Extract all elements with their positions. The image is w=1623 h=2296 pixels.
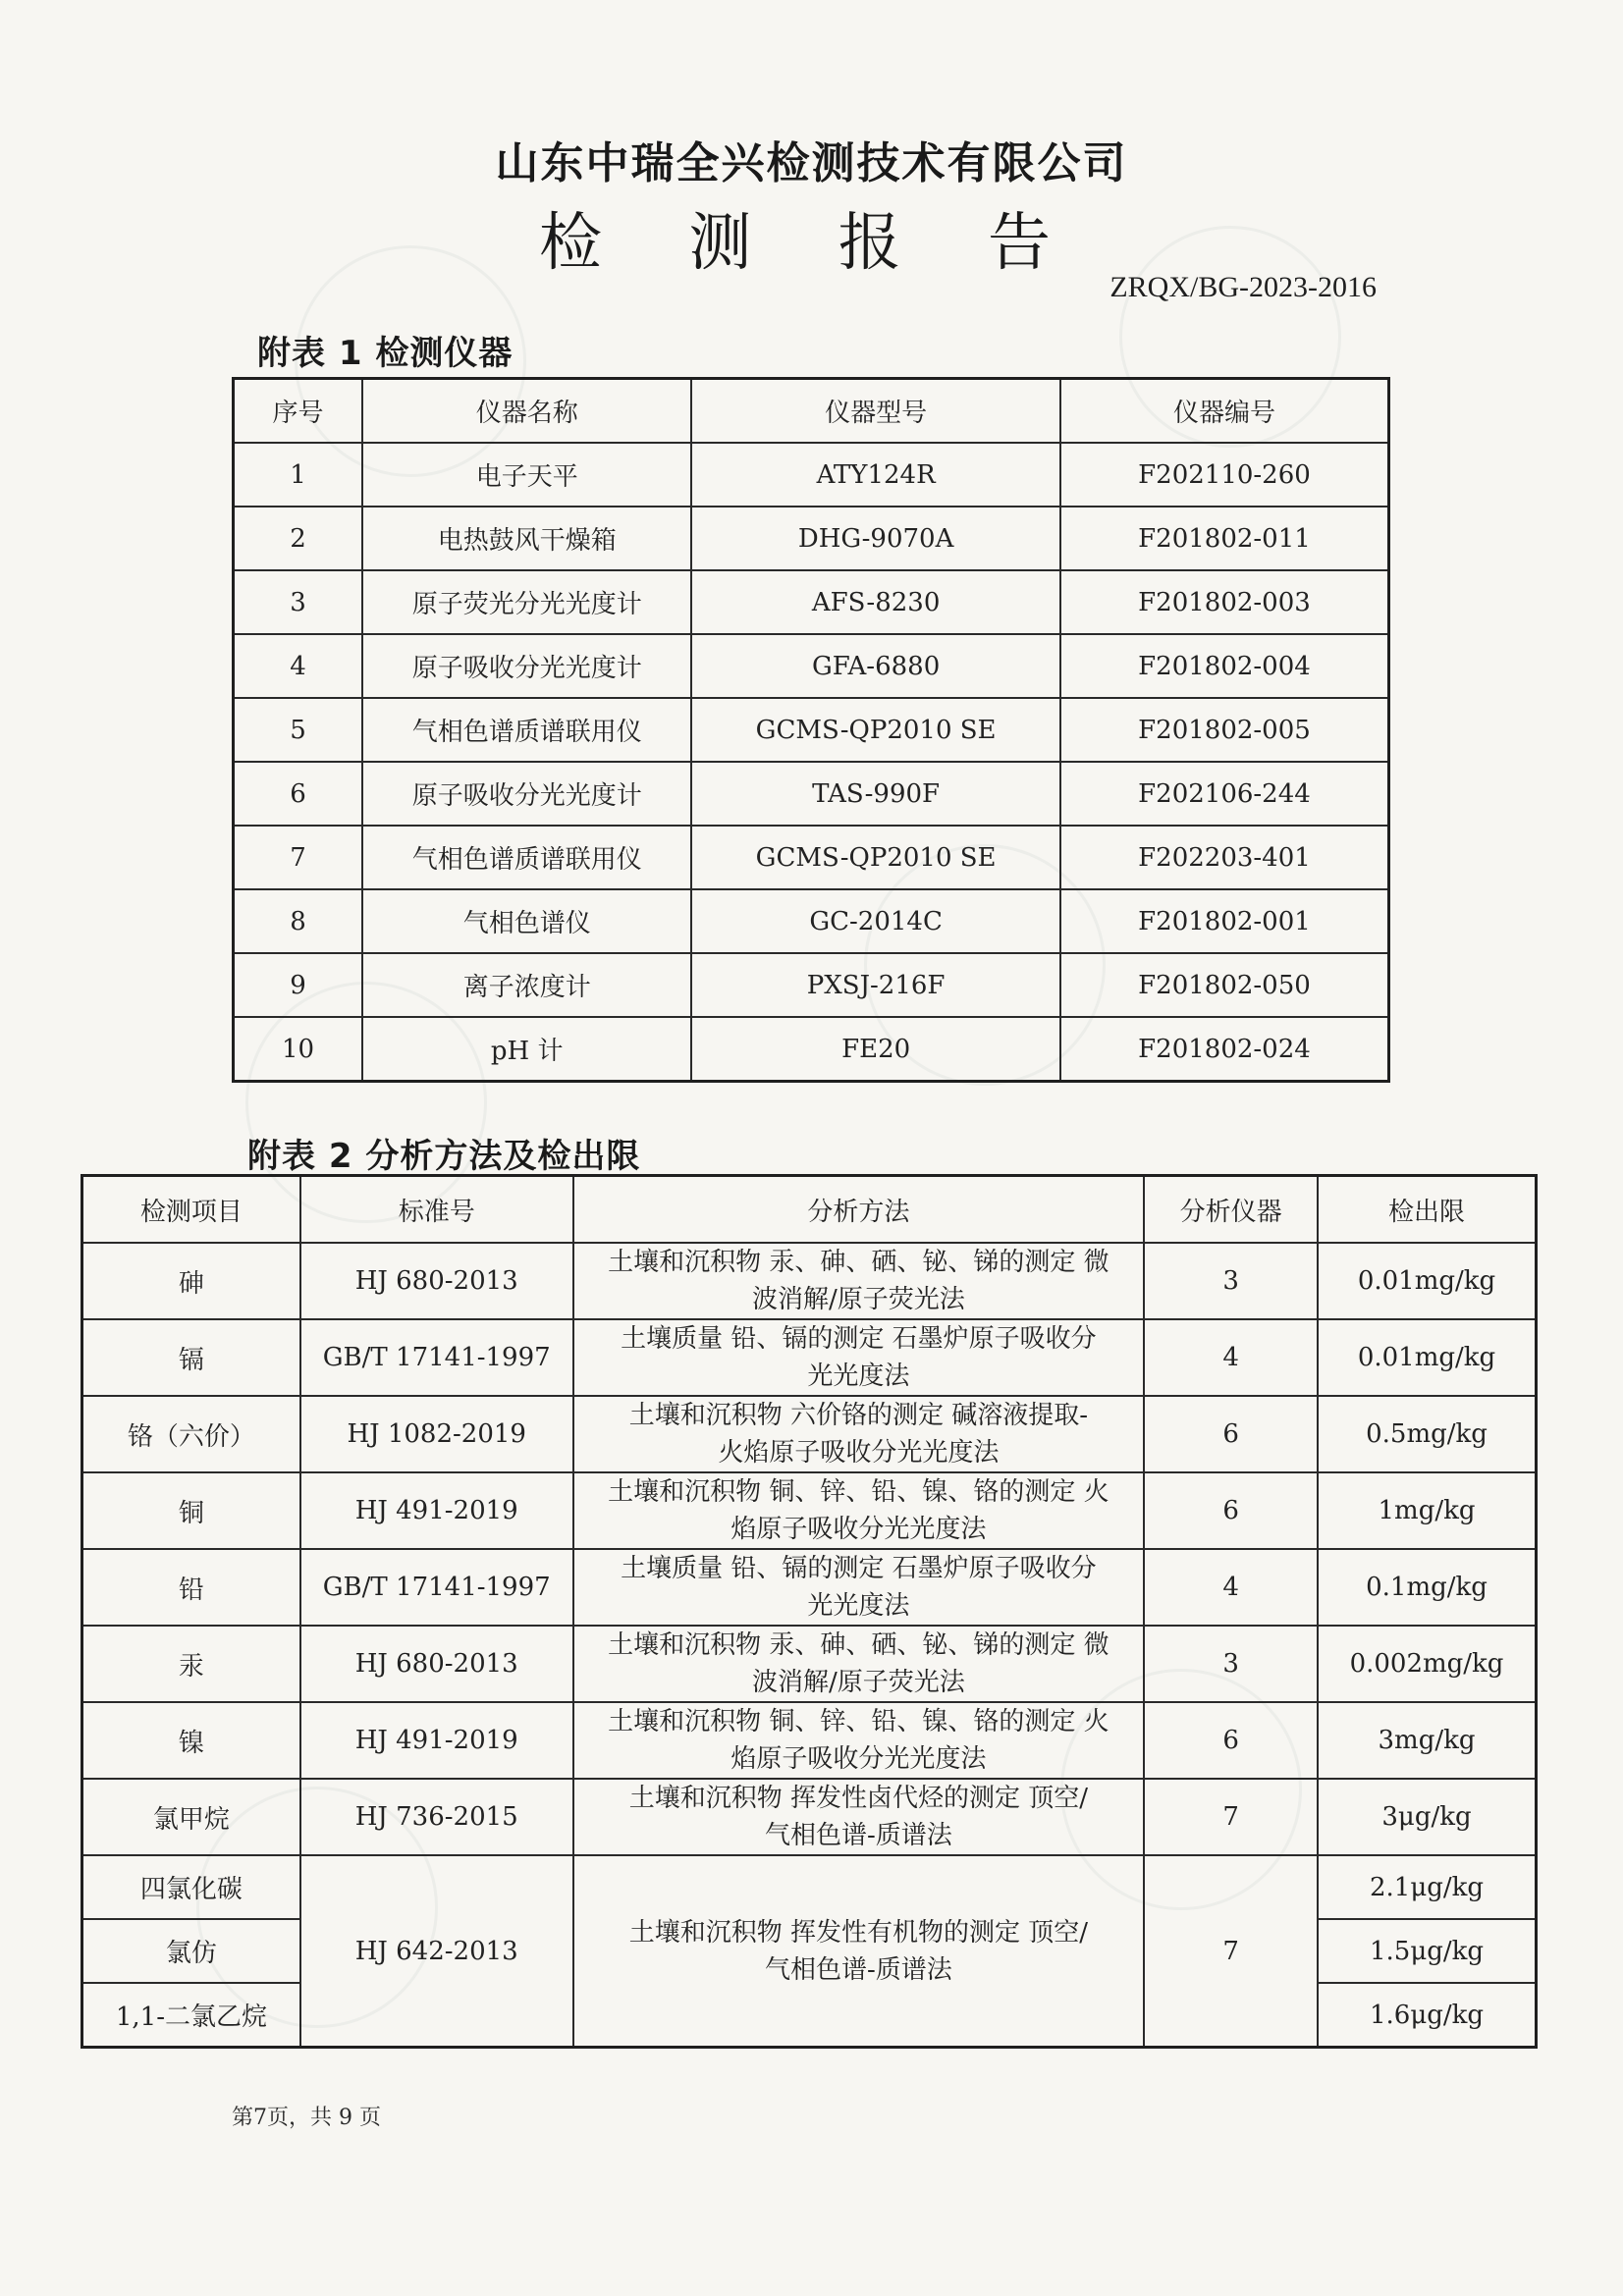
cell-method <box>573 1472 1145 1549</box>
cell-name: 电子天平 <box>362 443 691 507</box>
cell-no: 4 <box>234 634 363 698</box>
cell-standard: HJ 1082-2019 <box>300 1396 573 1472</box>
method-line: 土壤和沉积物 铜、锌、铅、镍、铬的测定 火 <box>608 1707 1109 1736</box>
method-line: 土壤和沉积物 挥发性卤代烃的测定 顶空/ <box>628 1784 1089 1813</box>
cell-limit: 0.01mg/kg <box>1318 1243 1536 1319</box>
cell-item: 四氯化碳 <box>82 1855 300 1919</box>
cell-code: F201802-011 <box>1060 507 1389 570</box>
cell-item: 氯仿 <box>82 1919 300 1983</box>
method-line: 气相色谱-质谱法 <box>765 1954 952 1985</box>
table-row <box>234 889 1389 953</box>
method-line: 光光度法 <box>807 1362 910 1391</box>
cell-model: AFS-8230 <box>691 570 1060 634</box>
method-line: 土壤和沉积物 挥发性有机物的测定 顶空/ <box>628 1917 1089 1948</box>
cell-code: F202203-401 <box>1060 826 1389 889</box>
cell-model: ATY124R <box>691 443 1060 507</box>
table-row <box>82 1779 1537 1855</box>
cell-limit: 0.1mg/kg <box>1318 1549 1536 1626</box>
cell-limit: 0.5mg/kg <box>1318 1396 1536 1472</box>
cell-item: 镉 <box>82 1319 300 1396</box>
cell-standard: HJ 491-2019 <box>300 1472 573 1549</box>
page-number: 第7页，共 9 页 <box>232 2106 381 2130</box>
table-row <box>234 570 1389 634</box>
cell-name: pH 计 <box>362 1017 691 1082</box>
cell-method <box>573 1319 1145 1396</box>
method-line: 土壤质量 铅、镉的测定 石墨炉原子吸收分 <box>621 1554 1097 1583</box>
cell-method <box>573 1549 1145 1626</box>
method-line: 气相色谱-质谱法 <box>765 1821 952 1850</box>
column-header-model: 仪器型号 <box>691 379 1060 444</box>
cell-model: FE20 <box>691 1017 1060 1082</box>
cell-model: GFA-6880 <box>691 634 1060 698</box>
cell-no: 5 <box>234 698 363 762</box>
cell-limit: 1.5μg/kg <box>1318 1919 1536 1983</box>
report-number: ZRQX/BG-2023-2016 <box>1109 271 1377 303</box>
cell-item: 铜 <box>82 1472 300 1549</box>
table-row <box>234 762 1389 826</box>
cell-name: 离子浓度计 <box>362 953 691 1017</box>
method-line: 光光度法 <box>807 1591 910 1621</box>
cell-no: 2 <box>234 507 363 570</box>
cell-method <box>573 1626 1145 1702</box>
cell-code: F201802-005 <box>1060 698 1389 762</box>
column-header-method: 分析方法 <box>573 1176 1145 1244</box>
cell-limit: 3mg/kg <box>1318 1702 1536 1779</box>
table-row <box>234 953 1389 1017</box>
column-header-code: 仪器编号 <box>1060 379 1389 444</box>
table-row <box>82 1549 1537 1626</box>
cell-instrument: 3 <box>1144 1243 1318 1319</box>
cell-standard: HJ 736-2015 <box>300 1779 573 1855</box>
cell-model: PXSJ-216F <box>691 953 1060 1017</box>
cell-item: 铅 <box>82 1549 300 1626</box>
cell-instrument: 4 <box>1144 1549 1318 1626</box>
cell-name: 气相色谱质谱联用仪 <box>362 698 691 762</box>
table-row <box>82 1855 1537 1919</box>
cell-code: F201802-024 <box>1060 1017 1389 1082</box>
table-row <box>234 634 1389 698</box>
column-header-item: 检测项目 <box>82 1176 300 1244</box>
table-row <box>82 1243 1537 1319</box>
table-header-row <box>82 1176 1537 1244</box>
cell-instrument: 7 <box>1144 1779 1318 1855</box>
cell-instrument: 6 <box>1144 1702 1318 1779</box>
cell-no: 9 <box>234 953 363 1017</box>
cell-item: 1,1-二氯乙烷 <box>82 1983 300 2048</box>
cell-code: F202106-244 <box>1060 762 1389 826</box>
table-row <box>82 1396 1537 1472</box>
cell-instrument: 7 <box>1144 1855 1318 2048</box>
cell-standard: GB/T 17141-1997 <box>300 1319 573 1396</box>
cell-method <box>573 1396 1145 1472</box>
cell-code: F201802-004 <box>1060 634 1389 698</box>
cell-model: GCMS-QP2010 SE <box>691 826 1060 889</box>
cell-name: 气相色谱质谱联用仪 <box>362 826 691 889</box>
cell-code: F201802-050 <box>1060 953 1389 1017</box>
cell-item: 铬（六价） <box>82 1396 300 1472</box>
table-row <box>82 1472 1537 1549</box>
table2-caption: 附表 2 分析方法及检出限 <box>247 1137 641 1176</box>
cell-model: TAS-990F <box>691 762 1060 826</box>
cell-code: F202110-260 <box>1060 443 1389 507</box>
table-row <box>82 1319 1537 1396</box>
cell-item: 镍 <box>82 1702 300 1779</box>
cell-instrument: 3 <box>1144 1626 1318 1702</box>
table1-caption: 附表 1 检测仪器 <box>257 334 514 373</box>
cell-limit: 1.6μg/kg <box>1318 1983 1536 2048</box>
cell-limit: 0.002mg/kg <box>1318 1626 1536 1702</box>
cell-item: 汞 <box>82 1626 300 1702</box>
cell-method <box>573 1243 1145 1319</box>
cell-no: 1 <box>234 443 363 507</box>
cell-no: 7 <box>234 826 363 889</box>
cell-name: 原子荧光分光光度计 <box>362 570 691 634</box>
table-row <box>234 826 1389 889</box>
instrument-table <box>232 377 1390 1083</box>
method-line: 波消解/原子荧光法 <box>752 1285 965 1314</box>
cell-limit: 2.1μg/kg <box>1318 1855 1536 1919</box>
cell-limit: 3μg/kg <box>1318 1779 1536 1855</box>
cell-method <box>573 1779 1145 1855</box>
cell-limit: 1mg/kg <box>1318 1472 1536 1549</box>
cell-no: 6 <box>234 762 363 826</box>
cell-instrument: 4 <box>1144 1319 1318 1396</box>
cell-method <box>573 1702 1145 1779</box>
cell-model: DHG-9070A <box>691 507 1060 570</box>
method-table <box>81 1174 1538 2049</box>
cell-standard: HJ 680-2013 <box>300 1626 573 1702</box>
method-line: 土壤和沉积物 汞、砷、硒、铋、锑的测定 微 <box>608 1248 1109 1277</box>
cell-limit: 0.01mg/kg <box>1318 1319 1536 1396</box>
cell-model: GC-2014C <box>691 889 1060 953</box>
table-header-row <box>234 379 1389 444</box>
table-row <box>234 698 1389 762</box>
table-row <box>234 1017 1389 1082</box>
table-row <box>234 443 1389 507</box>
cell-item: 砷 <box>82 1243 300 1319</box>
method-line: 土壤质量 铅、镉的测定 石墨炉原子吸收分 <box>621 1324 1097 1354</box>
method-line: 焰原子吸收分光光度法 <box>730 1515 987 1544</box>
method-line: 土壤和沉积物 汞、砷、硒、铋、锑的测定 微 <box>608 1630 1109 1660</box>
cell-no: 10 <box>234 1017 363 1082</box>
cell-standard: GB/T 17141-1997 <box>300 1549 573 1626</box>
cell-no: 8 <box>234 889 363 953</box>
report-title: 检 测 报 告 <box>538 207 1085 280</box>
column-header-name: 仪器名称 <box>362 379 691 444</box>
cell-item: 氯甲烷 <box>82 1779 300 1855</box>
cell-name: 电热鼓风干燥箱 <box>362 507 691 570</box>
cell-instrument: 6 <box>1144 1472 1318 1549</box>
method-line: 火焰原子吸收分光光度法 <box>718 1438 1000 1468</box>
table-row <box>82 1702 1537 1779</box>
cell-code: F201802-001 <box>1060 889 1389 953</box>
column-header-limit: 检出限 <box>1318 1176 1536 1244</box>
cell-standard: HJ 491-2019 <box>300 1702 573 1779</box>
cell-standard: HJ 680-2013 <box>300 1243 573 1319</box>
cell-method <box>573 1855 1145 2048</box>
table-row <box>82 1626 1537 1702</box>
company-name: 山东中瑞全兴检测技术有限公司 <box>495 138 1128 188</box>
cell-name: 原子吸收分光光度计 <box>362 762 691 826</box>
method-line: 土壤和沉积物 六价铬的测定 碱溶液提取- <box>628 1401 1089 1430</box>
column-header-standard: 标准号 <box>300 1176 573 1244</box>
cell-code: F201802-003 <box>1060 570 1389 634</box>
method-line: 土壤和沉积物 铜、锌、铅、镍、铬的测定 火 <box>608 1477 1109 1507</box>
method-line: 焰原子吸收分光光度法 <box>730 1744 987 1774</box>
column-header-instrument: 分析仪器 <box>1144 1176 1318 1244</box>
cell-name: 气相色谱仪 <box>362 889 691 953</box>
table-row <box>234 507 1389 570</box>
method-line: 波消解/原子荧光法 <box>752 1668 965 1697</box>
cell-instrument: 6 <box>1144 1396 1318 1472</box>
cell-name: 原子吸收分光光度计 <box>362 634 691 698</box>
cell-standard: HJ 642-2013 <box>300 1855 573 2048</box>
column-header-no: 序号 <box>234 379 363 444</box>
cell-model: GCMS-QP2010 SE <box>691 698 1060 762</box>
cell-no: 3 <box>234 570 363 634</box>
